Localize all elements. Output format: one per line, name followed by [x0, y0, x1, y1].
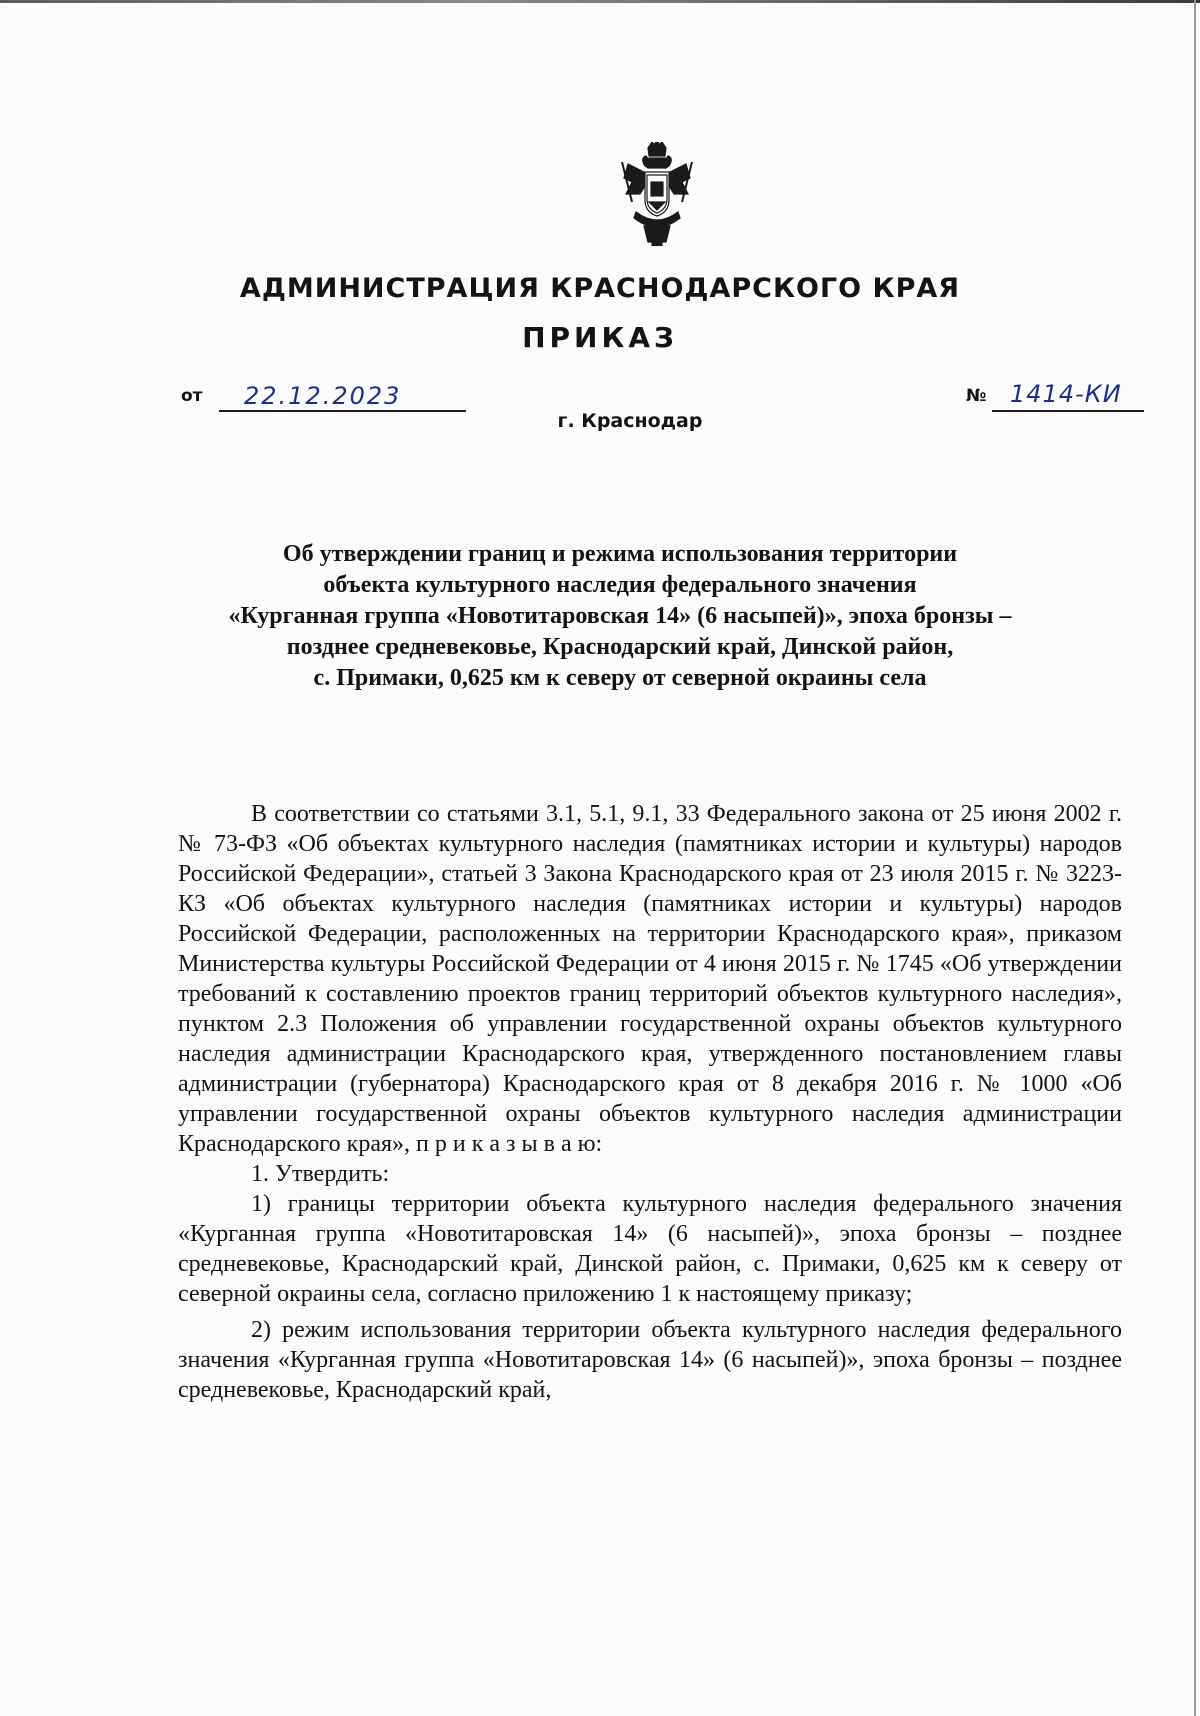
item-1: 1. Утвердить: [251, 1161, 390, 1187]
order-subject [150, 539, 1090, 694]
city-label: г. Краснодар [557, 410, 703, 432]
subject-line: Об утверждении границ и режима использования территории [282, 541, 958, 567]
item-1-1: 1) границы территории объекта культурного наследия федерального значения «Курганная группа «Новотитаровская 14» (6 насыпей)», эпоха бронзы – позднее средневековье, Краснодарский край, Динской район, с. Примаки, 0,625 км к северу от северной окраины села, согласно приложению 1 к настоящему приказу; [178, 1191, 1122, 1307]
handwritten-order-number: 1414-КИ [1010, 380, 1122, 408]
handwritten-date: 22.12.2023 [244, 382, 402, 410]
number-underline [992, 410, 1144, 412]
subject-line: «Курганная группа «Новотитаровская 14» (6 насыпей)», эпоха бронзы – [228, 603, 1012, 629]
subject-line: объекта культурного наследия федерального значения [323, 572, 917, 598]
krasnodar-krai-coat-of-arms-icon [618, 142, 696, 246]
order-body [178, 799, 1122, 1405]
number-label: № [966, 386, 987, 406]
organization-title: АДМИНИСТРАЦИЯ КРАСНОДАРСКОГО КРАЯ [239, 273, 961, 304]
date-label: от [181, 386, 203, 406]
subject-line: позднее средневековье, Краснодарский край, Динской район, [286, 634, 954, 660]
preamble-paragraph: В соответствии со статьями 3.1, 5.1, 9.1, 33 Федерального закона от 25 июня 2002 г. № 73-ФЗ «Об объектах культурного наследия (памятниках истории и культуры) народов Российской Федерации», статьей 3 Закона Краснодарского края от 23 июля 2015 г. № 3223-КЗ «Об объектах культурного наследия (памятниках истории и культуры) народов Российской Федерации, расположенных на территории Краснодарского края», приказом Министерства культуры Российской Федерации от 4 июня 2015 г. № 1745 «Об утверждении требований к составлению проектов границ территорий объектов культурного наследия», пунктом 2.3 Положения об управлении государственной охраны объектов культурного наследия администрации Краснодарского края, утвержденного постановлением главы администрации (губернатора) Краснодарского края от 8 декабря 2016 г. № 1000 «Об управлении государственной охраны объектов культурного наследия администрации Краснодарского края», п р и к а з ы в а ю: [178, 801, 1122, 1157]
item-1-2: 2) режим использования территории объекта культурного наследия федерального значения «Курганная группа «Новотитаровская 14» (6 насыпей)», эпоха бронзы – позднее средневековье, Краснодарский край, [178, 1317, 1122, 1403]
subject-line: с. Примаки, 0,625 км к северу от северной окраины села [313, 665, 927, 691]
scan-edge-right [1194, 0, 1196, 1716]
scan-edge-top [0, 0, 1200, 3]
document-type-title: ПРИКАЗ [522, 321, 678, 354]
